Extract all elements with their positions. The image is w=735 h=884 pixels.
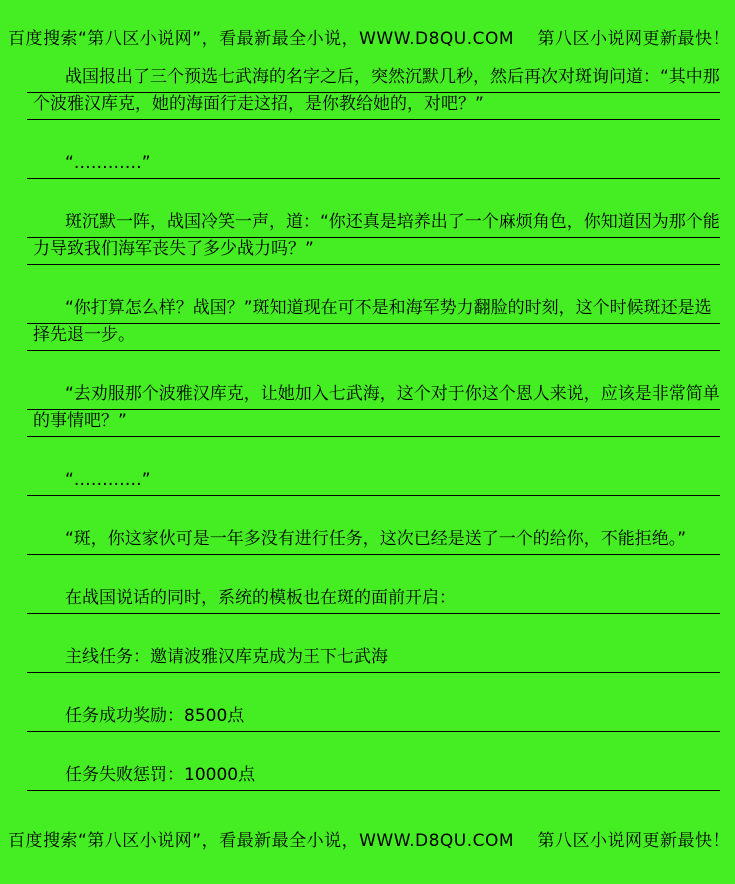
novel-line: 斑沉默一阵，战国冷笑一声，道：“你还真是培养出了一个麻烦角色，你知道因为那个能 xyxy=(27,211,720,238)
paragraph xyxy=(27,646,720,673)
novel-line: 任务失败惩罚：10000点 xyxy=(27,764,720,791)
novel-line: “去劝服那个波雅汉库克，让她加入七武海，这个对于你这个恩人来说，应该是非常简单 xyxy=(27,383,720,410)
novel-line: “…………” xyxy=(27,152,720,179)
novel-line: 主线任务：邀请波雅汉库克成为王下七武海 xyxy=(27,646,720,673)
novel-line: 在战国说话的同时，系统的模板也在斑的面前开启： xyxy=(27,587,720,614)
novel-line: 择先退一步。 xyxy=(27,324,720,351)
novel-line: 的事情吧？” xyxy=(27,410,720,437)
paragraph xyxy=(27,764,720,791)
paragraph xyxy=(27,66,720,120)
novel-line: 力导致我们海军丧失了多少战力吗？” xyxy=(27,238,720,265)
paragraph xyxy=(27,587,720,614)
paragraph xyxy=(27,383,720,437)
novel-text xyxy=(27,66,720,823)
novel-line: 个波雅汉库克，她的海面行走这招，是你教给她的，对吧？” xyxy=(27,93,720,120)
novel-line: 战国报出了三个预选七武海的名字之后，突然沉默几秒，然后再次对斑询问道：“其中那 xyxy=(27,66,720,93)
novel-line: 任务成功奖励：8500点 xyxy=(27,705,720,732)
paragraph xyxy=(27,297,720,351)
paragraph xyxy=(27,469,720,496)
paragraph xyxy=(27,152,720,179)
paragraph xyxy=(27,705,720,732)
novel-line: “斑，你这家伙可是一年多没有进行任务，这次已经是送了一个的给你，不能拒绝。” xyxy=(27,528,720,555)
site-banner-top: 百度搜索“第八区小说网”，看最新最全小说，WWW.D8QU.COM 第八区小说网更新最快！ xyxy=(8,29,730,49)
novel-line: “你打算怎么样？战国？”斑知道现在可不是和海军势力翻脸的时刻，这个时候斑还是选 xyxy=(27,297,720,324)
paragraph xyxy=(27,211,720,265)
novel-line: “…………” xyxy=(27,469,720,496)
paragraph xyxy=(27,528,720,555)
site-banner-bottom: 百度搜索“第八区小说网”，看最新最全小说，WWW.D8QU.COM 第八区小说网更新最快！ xyxy=(8,831,730,851)
